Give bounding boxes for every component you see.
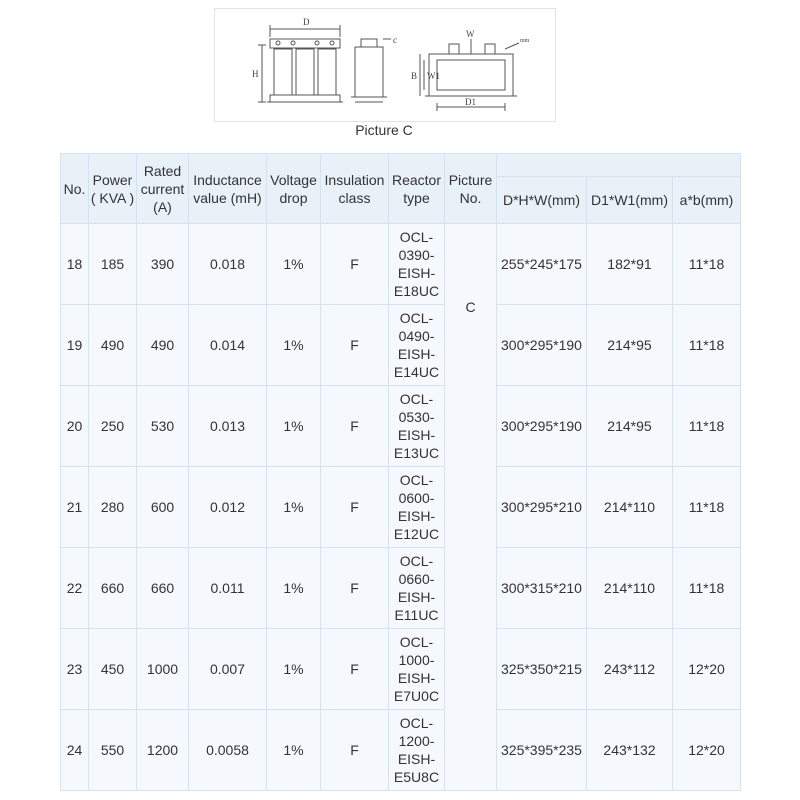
cell-ab: 12*20 bbox=[673, 629, 741, 710]
cell-current: 600 bbox=[137, 467, 189, 548]
cell-dhw: 325*350*215 bbox=[497, 629, 587, 710]
cell-power: 280 bbox=[89, 467, 137, 548]
cell-d1w1: 214*95 bbox=[587, 386, 673, 467]
cell-type: OCL-1000-EISH-E7U0C bbox=[389, 629, 445, 710]
col-header-dimensions-group bbox=[497, 154, 741, 177]
col-header-insulation: Insulation class bbox=[321, 154, 389, 224]
col-header-reactor-type: Reactor type bbox=[389, 154, 445, 224]
cell-power: 250 bbox=[89, 386, 137, 467]
cell-power: 450 bbox=[89, 629, 137, 710]
dim-label-mm: mm bbox=[520, 38, 530, 44]
cell-drop: 1% bbox=[267, 629, 321, 710]
cell-ab: 11*18 bbox=[673, 224, 741, 305]
cell-current: 390 bbox=[137, 224, 189, 305]
cell-current: 1000 bbox=[137, 629, 189, 710]
cell-no: 21 bbox=[61, 467, 89, 548]
table-row bbox=[61, 467, 741, 548]
cell-no: 24 bbox=[61, 710, 89, 791]
cell-dhw: 255*245*175 bbox=[497, 224, 587, 305]
cell-insulation: F bbox=[321, 548, 389, 629]
cell-drop: 1% bbox=[267, 467, 321, 548]
col-header-ab: a*b(mm) bbox=[673, 177, 741, 224]
cell-insulation: F bbox=[321, 386, 389, 467]
col-header-dhw: D*H*W(mm) bbox=[497, 177, 587, 224]
cell-insulation: F bbox=[321, 710, 389, 791]
reactor-drawing-svg bbox=[215, 9, 555, 121]
cell-dhw: 300*295*210 bbox=[497, 467, 587, 548]
cell-insulation: F bbox=[321, 224, 389, 305]
table-row bbox=[61, 548, 741, 629]
cell-no: 18 bbox=[61, 224, 89, 305]
cell-inductance: 0.0058 bbox=[189, 710, 267, 791]
dim-label-b: B bbox=[411, 71, 418, 81]
reactor-spec-table bbox=[60, 153, 741, 791]
dim-label-c: c bbox=[393, 35, 397, 45]
cell-insulation: F bbox=[321, 629, 389, 710]
cell-type: OCL-0490-EISH-E14UC bbox=[389, 305, 445, 386]
cell-power: 660 bbox=[89, 548, 137, 629]
cell-inductance: 0.012 bbox=[189, 467, 267, 548]
cell-no: 23 bbox=[61, 629, 89, 710]
col-header-no: No. bbox=[61, 154, 89, 224]
table-row bbox=[61, 710, 741, 791]
cell-ab: 12*20 bbox=[673, 710, 741, 791]
cell-power: 490 bbox=[89, 305, 137, 386]
cell-dhw: 300*295*190 bbox=[497, 305, 587, 386]
cell-d1w1: 243*112 bbox=[587, 629, 673, 710]
cell-ab: 11*18 bbox=[673, 548, 741, 629]
dim-label-d1: D1 bbox=[465, 97, 476, 107]
cell-current: 530 bbox=[137, 386, 189, 467]
cell-inductance: 0.007 bbox=[189, 629, 267, 710]
col-header-rated-current: Rated current (A) bbox=[137, 154, 189, 224]
cell-insulation: F bbox=[321, 305, 389, 386]
dim-label-w: W bbox=[466, 29, 475, 39]
cell-type: OCL-0390-EISH-E18UC bbox=[389, 224, 445, 305]
cell-inductance: 0.014 bbox=[189, 305, 267, 386]
cell-dhw: 325*395*235 bbox=[497, 710, 587, 791]
cell-dhw: 300*295*190 bbox=[497, 386, 587, 467]
cell-type: OCL-0530-EISH-E13UC bbox=[389, 386, 445, 467]
reactor-drawing bbox=[214, 8, 556, 122]
cell-d1w1: 214*110 bbox=[587, 467, 673, 548]
cell-type: OCL-0600-EISH-E12UC bbox=[389, 467, 445, 548]
cell-drop: 1% bbox=[267, 710, 321, 791]
figure-caption: Picture C bbox=[355, 122, 413, 138]
cell-current: 490 bbox=[137, 305, 189, 386]
cell-dhw: 300*315*210 bbox=[497, 548, 587, 629]
cell-ab: 11*18 bbox=[673, 386, 741, 467]
col-header-d1w1: D1*W1(mm) bbox=[587, 177, 673, 224]
table-row bbox=[61, 305, 741, 386]
cell-d1w1: 214*110 bbox=[587, 548, 673, 629]
col-header-inductance: Inductance value (mH) bbox=[189, 154, 267, 224]
dim-label-h: H bbox=[252, 69, 259, 79]
cell-no: 20 bbox=[61, 386, 89, 467]
dim-label-d: D bbox=[303, 17, 310, 27]
cell-drop: 1% bbox=[267, 386, 321, 467]
table-row bbox=[61, 224, 741, 305]
cell-type: OCL-0660-EISH-E11UC bbox=[389, 548, 445, 629]
cell-power: 185 bbox=[89, 224, 137, 305]
cell-d1w1: 182*91 bbox=[587, 224, 673, 305]
cell-current: 660 bbox=[137, 548, 189, 629]
cell-no: 19 bbox=[61, 305, 89, 386]
cell-inductance: 0.013 bbox=[189, 386, 267, 467]
cell-picture-no: C bbox=[445, 224, 497, 791]
cell-power: 550 bbox=[89, 710, 137, 791]
cell-drop: 1% bbox=[267, 224, 321, 305]
cell-no: 22 bbox=[61, 548, 89, 629]
table-row bbox=[61, 629, 741, 710]
col-header-voltage-drop: Voltage drop bbox=[267, 154, 321, 224]
dim-label-w1: W1 bbox=[427, 71, 440, 81]
cell-type: OCL-1200-EISH-E5U8C bbox=[389, 710, 445, 791]
cell-drop: 1% bbox=[267, 548, 321, 629]
cell-ab: 11*18 bbox=[673, 305, 741, 386]
cell-d1w1: 243*132 bbox=[587, 710, 673, 791]
cell-d1w1: 214*95 bbox=[587, 305, 673, 386]
cell-ab: 11*18 bbox=[673, 467, 741, 548]
col-header-power: Power ( KVA ) bbox=[89, 154, 137, 224]
cell-current: 1200 bbox=[137, 710, 189, 791]
cell-drop: 1% bbox=[267, 305, 321, 386]
cell-insulation: F bbox=[321, 467, 389, 548]
col-header-picture-no: Picture No. bbox=[445, 154, 497, 224]
table-row bbox=[61, 386, 741, 467]
cell-inductance: 0.018 bbox=[189, 224, 267, 305]
cell-inductance: 0.011 bbox=[189, 548, 267, 629]
